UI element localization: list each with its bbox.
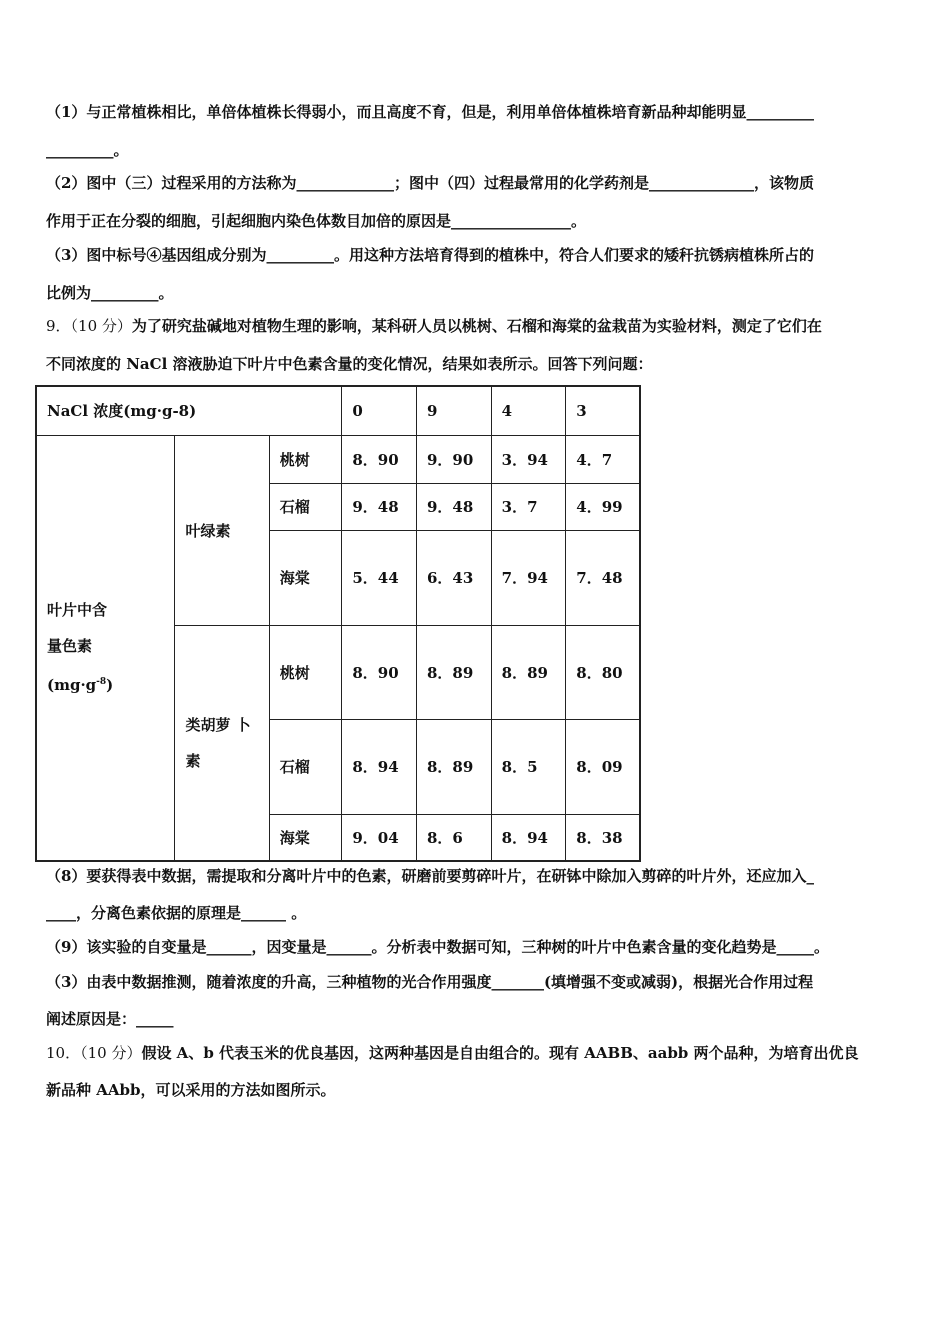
q8-part1-line2: _________。 [46,141,129,159]
value-cell: 3．94 [491,435,566,483]
group-carotenoid: 类胡萝 卜 素 [175,625,269,861]
q9-line1-text: 为了研究盐碱地对植物生理的影响，某科研人员以桃树、石榴和海棠的盆栽苗为实验材料，测定了它们在 [131,317,822,335]
pigment-table [35,385,641,862]
q9-sub3-line1: （3）由表中数据推测，随着浓度的升高，三种植物的光合作用强度_______(填增强不变或减弱)，根据光合作用过程 [46,973,814,991]
pigment-content-label: 叶片中含 量色素 $(mg\cdot g^{-8})$ [36,435,175,861]
plant-name: 桃树 [269,435,342,483]
value-cell: 7．94 [491,530,566,625]
q9-line2: 不同浓度的 NaCl 溶液胁迫下叶片中色素含量的变化情况，结果如表所示。回答下列问题： [46,355,653,373]
value-cell: 8．89 [417,719,492,814]
value-cell: 9．48 [417,483,492,530]
value-cell: 5．44 [342,530,417,625]
value-cell: 8．5 [491,719,566,814]
q8-part1-line1: （1）与正常植株相比，单倍体植株长得弱小，而且高度不育，但是，利用单倍体植株培育新品种却能明显_________ [46,103,814,121]
conc-1: 9 [417,386,492,435]
q10-line1-text: 假设 A、b 代表玉米的优良基因，这两种基因是自由组合的。现有 AABB、aabb 两个品种，为培育出优良 [141,1044,859,1062]
q8-part2-line1: （2）图中（三）过程采用的方法称为_____________；图中（四）过程最常用的化学药剂是______________，该物质 [46,174,814,192]
value-cell: 9．90 [417,435,492,483]
plant-name: 海棠 [269,814,342,861]
value-cell: 8．94 [342,719,417,814]
value-cell: 8．89 [417,625,492,719]
value-cell: 8．94 [491,814,566,861]
plant-name: 石榴 [269,719,342,814]
q9-sub8-line2: ____，分离色素依据的原理是______ 。 [46,904,307,922]
q9-line1 [46,316,908,336]
q9-sub3-line2: 阐述原因是：_____ [46,1010,174,1028]
value-cell: 6．43 [417,530,492,625]
q8-part2-line2: 作用于正在分裂的细胞，引起细胞内染色体数目加倍的原因是________________。 [46,212,587,230]
value-cell: 9．04 [342,814,417,861]
value-cell: 7．48 [566,530,640,625]
value-cell: 8．09 [566,719,640,814]
q9-sub9-line1: （9）该实验的自变量是______，因变量是______。分析表中数据可知，三种树的叶片中色素含量的变化趋势是_____。 [46,938,829,956]
conc-2: 4 [491,386,566,435]
value-cell: 8．90 [342,625,417,719]
value-cell: 8．6 [417,814,492,861]
plant-name: 海棠 [269,530,342,625]
value-cell: 8．80 [566,625,640,719]
group-chlorophyll: 叶绿素 [175,435,269,625]
q10-line2: 新品种 AAbb，可以采用的方法如图所示。 [46,1081,336,1099]
value-cell: 8．38 [566,814,640,861]
value-cell: 3．7 [491,483,566,530]
q9-sub8-line1: （8）要获得表中数据，需提取和分离叶片中的色素，研磨前要剪碎叶片，在研钵中除加入剪碎的叶片外，还应加入_ [46,867,814,885]
plant-name: 石榴 [269,483,342,530]
q10-line1 [46,1043,908,1063]
value-cell: 8．90 [342,435,417,483]
value-cell: 9．48 [342,483,417,530]
q8-part3-line2: 比例为_________。 [46,284,174,302]
q8-part3-line1: （3）图中标号④基因组成分别为_________。用这种方法培育得到的植株中，符合人们要求的矮秆抗锈病植株所占的 [46,246,814,264]
q10-number: 10．（10 分） [46,1044,142,1062]
value-cell: 4．7 [566,435,640,483]
plant-name: 桃树 [269,625,342,719]
value-cell: 8．89 [491,625,566,719]
table-header-label: NaCl 浓度(mg·g-8) [36,386,342,435]
q9-number: 9．（10 分） [46,317,132,335]
conc-0: 0 [342,386,417,435]
value-cell: 4．99 [566,483,640,530]
conc-3: 3 [566,386,640,435]
